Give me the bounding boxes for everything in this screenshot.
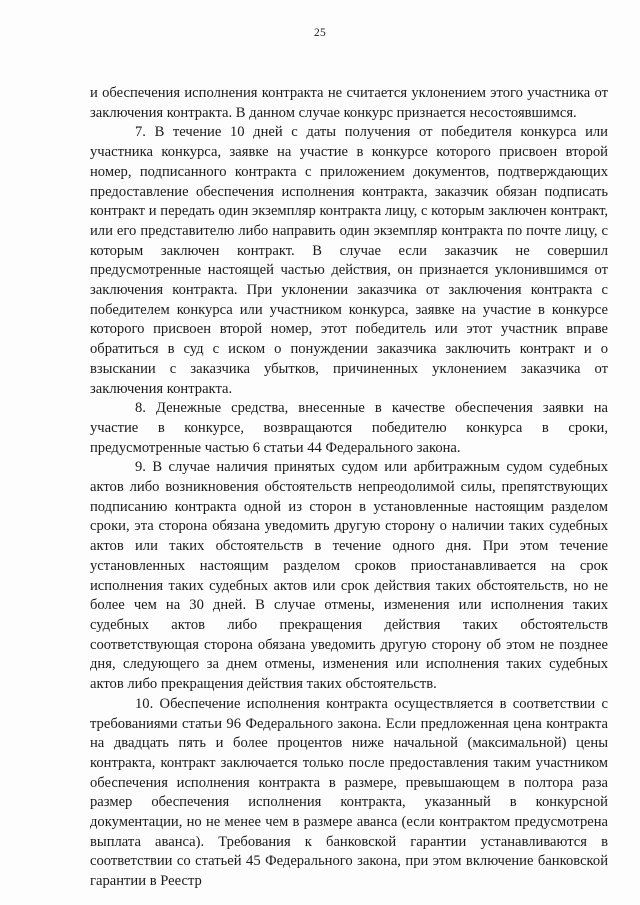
paragraph-clause-10: 10. Обеспечение исполнения контракта осуществляется в соответствии с требованиями статьи 96 Федерального закона. Если предложенная цена контракта на двадцать пять и более процентов ниже начальной (максимальной) цены контракта, контракт заключается только после предоставления таким участником обеспечения исполнения контракта в размере, превышающем в полтора раза размер обеспечения исполнения контракта, указанный в конкурсной документации, но не менее чем в размере аванса (если контрактом предусмотрена выплата аванса). Требования к банковской гарантии устанавливаются в соответствии со статьей 45 Федерального закона, при этом включение банковской гарантии в Реестр	[90, 695, 608, 890]
paragraph-continuation: и обеспечения исполнения контракта не считается уклонением этого участника от заключения контракта. В данном случае конкурс признается несостоявшимся.	[90, 85, 608, 121]
paragraph-clause-9: 9. В случае наличия принятых судом или арбитражным судом судебных актов либо возникновения обстоятельств непреодолимой силы, препятствующих подписанию контракта одной из сторон в установленные настоящим разделом сроки, эта сторона обязана уведомить другую сторону о наличии таких судебных актов или таких обстоятельств в течение одного дня. При этом течение установленных настоящим разделом сроков приостанавливается на срок исполнения таких судебных актов или срок действия таких обстоятельств, но не более чем на 30 дней. В случае отмены, изменения или исполнения таких судебных актов либо прекращения действия таких обстоятельств соответствующая сторона обязана уведомить другую сторону об этом не позднее дня, следующего за днем отмены, изменения или исполнения таких судебных актов либо прекращения действия таких обстоятельств.	[90, 459, 608, 693]
document-body	[90, 84, 608, 892]
paragraph-clause-8: 8. Денежные средства, внесенные в качестве обеспечения заявки на участие в конкурсе, возвращаются победителю конкурса в сроки, предусмотренные частью 6 статьи 44 Федерального закона.	[90, 400, 608, 456]
page-number: 25	[313, 27, 327, 39]
paragraph-clause-7: 7. В течение 10 дней с даты получения от победителя конкурса или участника конкурса, заявке на участие в конкурсе которого присвоен второй номер, подписанного контракта с приложением документов, подтверждающих предоставление обеспечения исполнения контракта, заказчик обязан подписать контракт и передать один экземпляр контракта лицу, с которым заключен контракт, или его представителю либо направить один экземпляр контракта по почте лицу, с которым заключен контракт. В случае если заказчик не совершил предусмотренные настоящей частью действия, он признается уклонившимся от заключения контракта. При уклонении заказчика от заключения контракта с победителем конкурса или участником конкурса, заявке на участие в конкурсе которого присвоен второй номер, этот победитель или этот участник вправе обратиться в суд с иском о понуждении заказчика заключить контракт и о взыскании с заказчика убытков, причиненных уклонением заказчика от заключения контракта.	[90, 124, 608, 397]
